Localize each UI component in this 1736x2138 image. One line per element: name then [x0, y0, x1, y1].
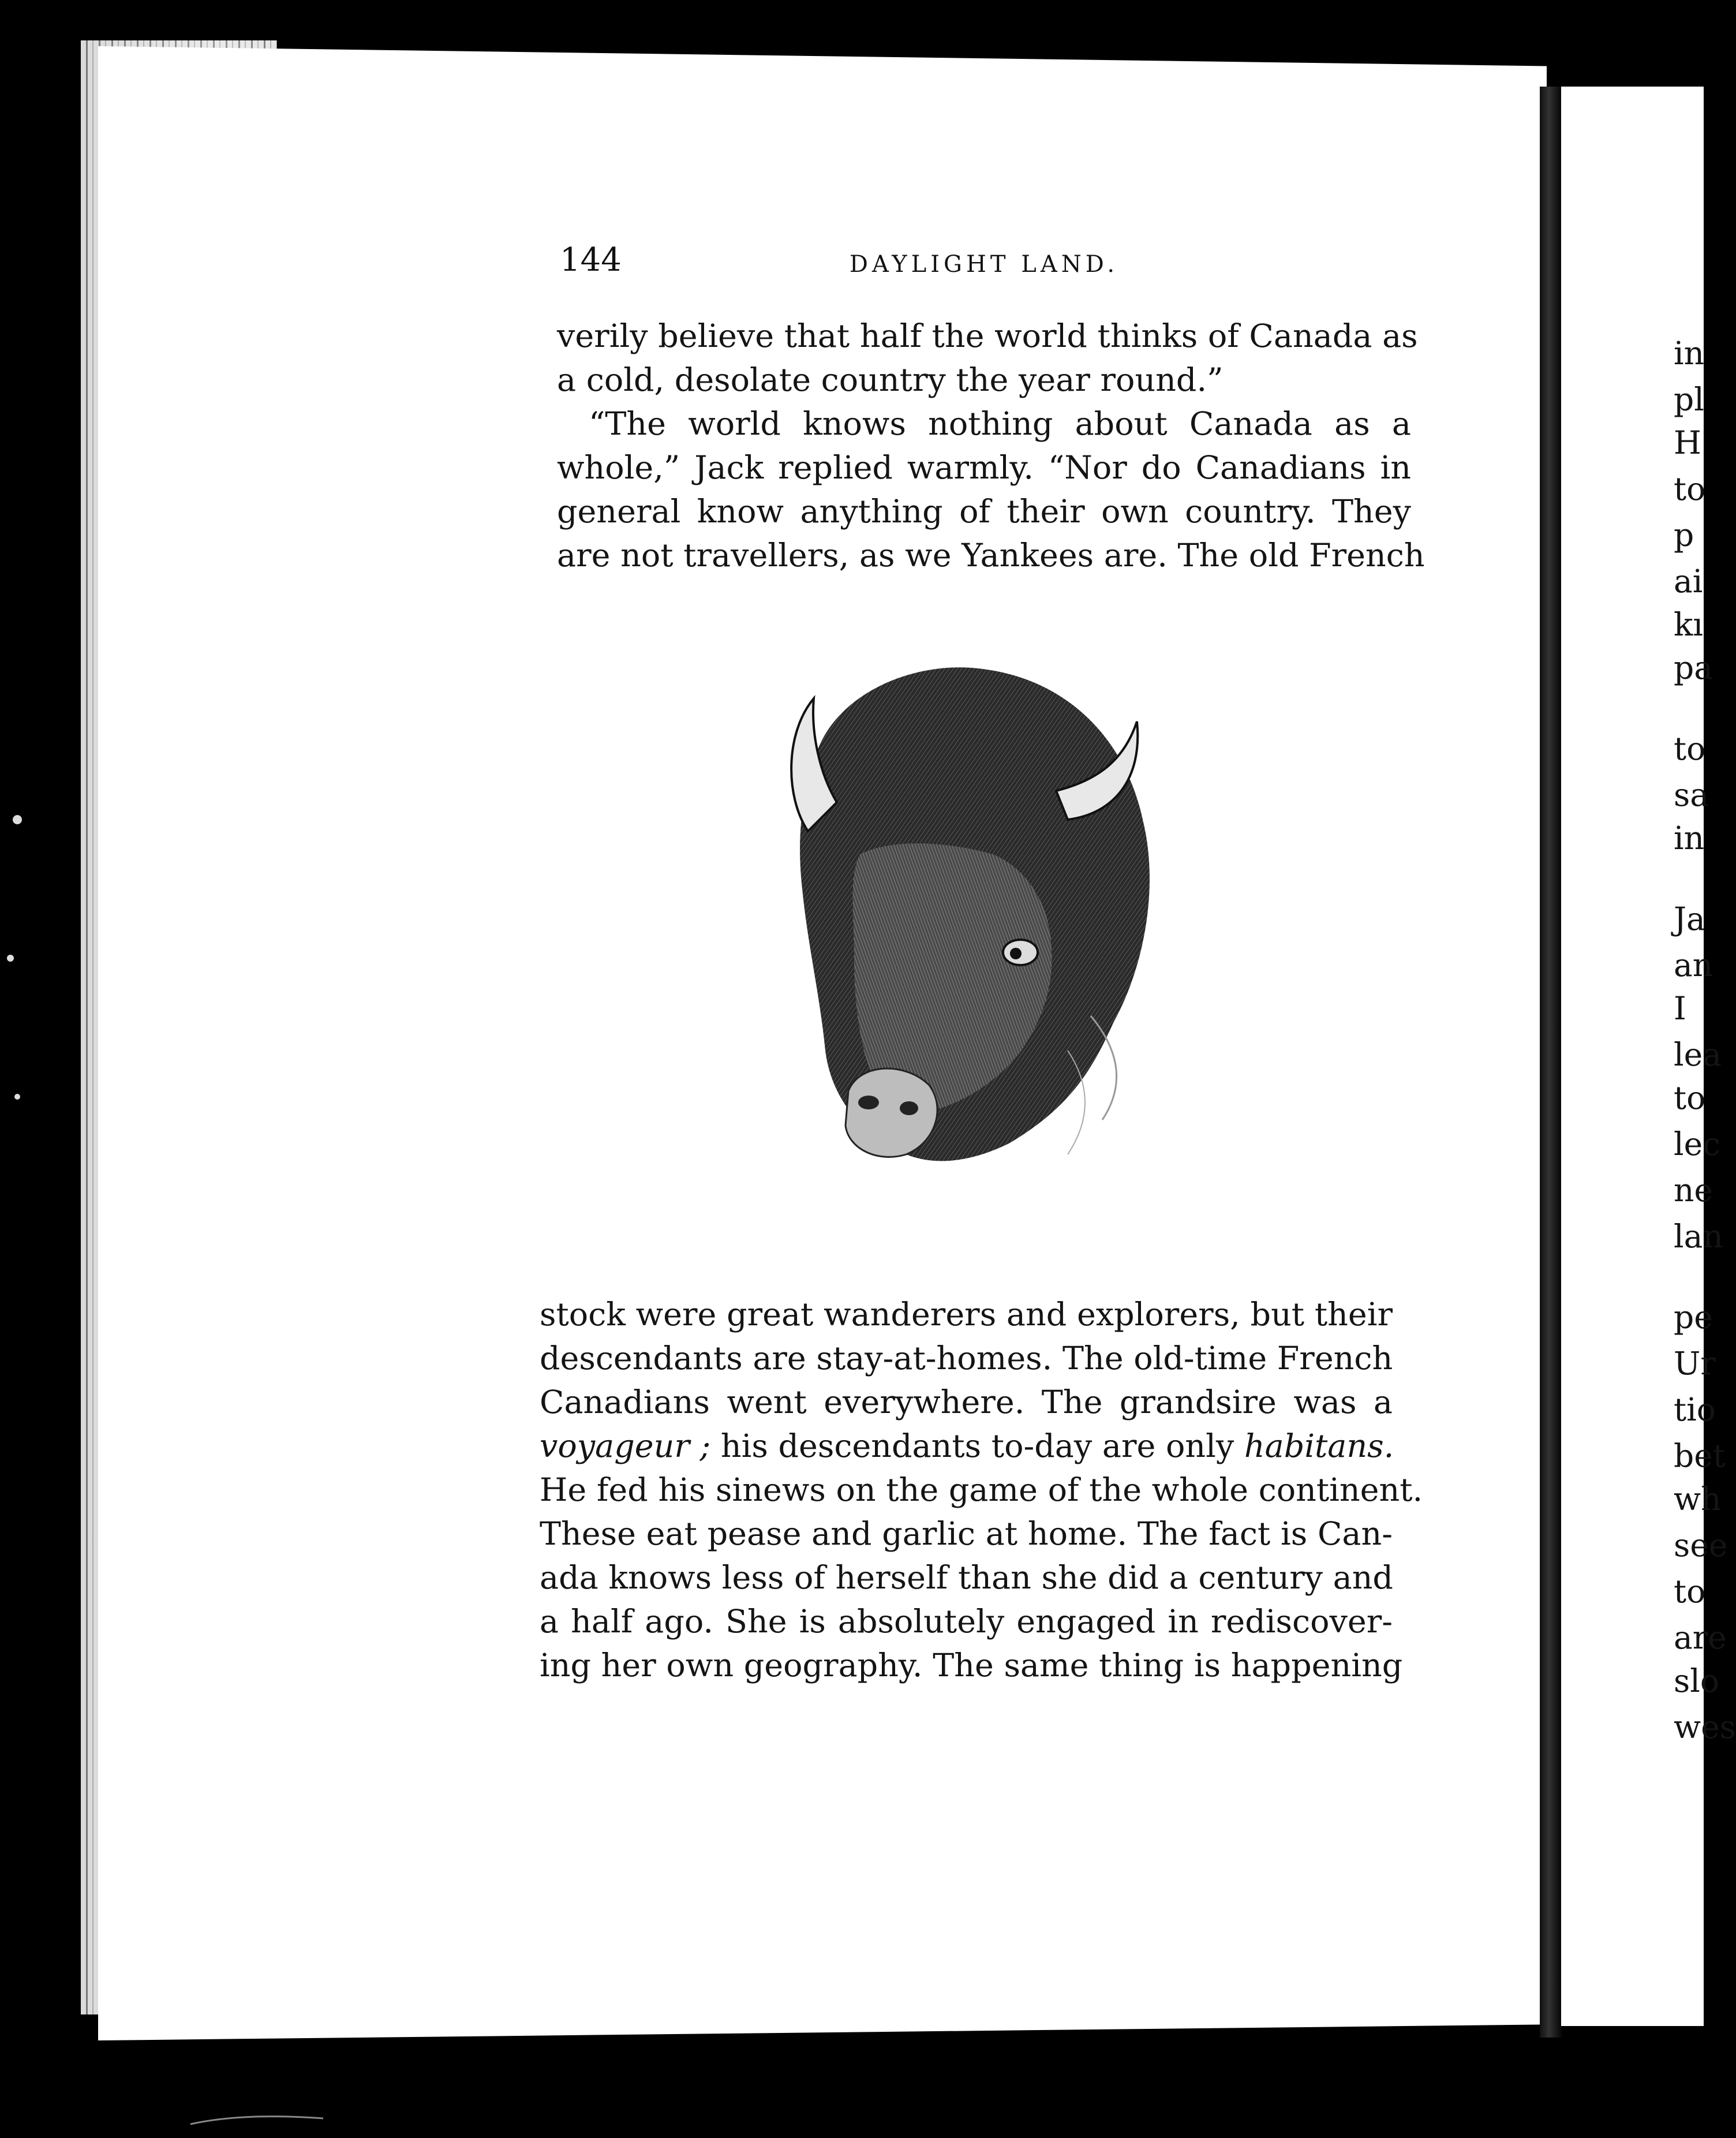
- right-page-fragment: wh: [1674, 1481, 1722, 1517]
- right-page-fragment: p: [1674, 517, 1694, 554]
- text-line: These eat pease and garlic at home. The fact is Can-: [540, 1515, 1393, 1553]
- right-page-fragment: lea: [1674, 1036, 1722, 1073]
- text-line: He fed his sinews on the game of the whole continent.: [540, 1471, 1423, 1509]
- right-page-fragment: lec: [1674, 1126, 1720, 1163]
- page-number: 144: [560, 241, 622, 279]
- right-page-fragment: ne: [1674, 1172, 1713, 1209]
- italic-word-habitans: habitans.: [1244, 1427, 1394, 1465]
- right-page-fragment: to: [1674, 470, 1706, 507]
- right-page-fragment: an: [1674, 947, 1713, 984]
- text-line: descendants are stay-at-homes. The old-time French: [540, 1340, 1393, 1377]
- right-page-fragment: pl: [1674, 381, 1704, 418]
- text-line: are not travellers, as we Yankees are. The old French: [557, 537, 1425, 574]
- right-page-fragment: see: [1674, 1527, 1728, 1564]
- text-span: his descendants to-day are only: [710, 1427, 1244, 1465]
- right-page-fragment: slo: [1674, 1662, 1719, 1699]
- right-page-fragment: tio: [1674, 1391, 1716, 1428]
- right-page-fragment: Ur: [1674, 1345, 1716, 1382]
- right-page-fragment: pa: [1674, 649, 1713, 686]
- right-page-fragment: H: [1674, 424, 1701, 461]
- body-text-bottom: [540, 1293, 1423, 1688]
- italic-word-voyageur: voyageur ;: [540, 1427, 711, 1465]
- right-page-fragment: kı: [1674, 606, 1703, 643]
- text-line: ada knows less of herself than she did a century and: [540, 1559, 1393, 1597]
- text-line: general know anything of their own country. They: [557, 493, 1411, 530]
- bison-head-engraving: [744, 646, 1183, 1212]
- right-page-fragment: in: [1674, 335, 1705, 372]
- right-page-fragment: sa: [1674, 776, 1709, 813]
- right-page-fragment: ai: [1674, 563, 1703, 600]
- right-page-fragment: bet: [1674, 1437, 1726, 1474]
- text-line: a cold, desolate country the year round.”: [557, 361, 1224, 399]
- running-head: DAYLIGHT LAND.: [849, 251, 1119, 278]
- right-page-fragment: Ja: [1674, 900, 1705, 937]
- right-page-fragment: lan: [1674, 1218, 1723, 1255]
- text-line: verily believe that half the world thinks of Canada as: [557, 317, 1418, 355]
- right-page-fragment: I: [1674, 990, 1686, 1027]
- text-line: stock were great wanderers and explorers, but their: [540, 1296, 1393, 1333]
- text-line: Canadians went everywhere. The grandsire was a: [540, 1384, 1393, 1421]
- text-line: whole,” Jack replied warmly. “Nor do Canadians in: [557, 449, 1411, 487]
- text-line: “The world knows nothing about Canada as a: [589, 405, 1411, 443]
- text-line: ing her own geography. The same thing is happening: [540, 1647, 1403, 1684]
- right-page-fragment: pe: [1674, 1299, 1713, 1336]
- right-page-fragment: to: [1674, 730, 1706, 767]
- right-page-fragment: to: [1674, 1079, 1706, 1116]
- body-text-top: [557, 315, 1425, 578]
- right-page-fragment: are: [1674, 1619, 1727, 1656]
- book-gutter: [1540, 87, 1563, 2038]
- text-line: a half ago. She is absolutely engaged in rediscover-: [540, 1603, 1393, 1640]
- right-page-fragment: to: [1674, 1573, 1706, 1610]
- right-page-fragment: wes: [1674, 1709, 1736, 1745]
- right-page-fragment: in: [1674, 820, 1705, 857]
- text-line: [540, 1425, 1393, 1468]
